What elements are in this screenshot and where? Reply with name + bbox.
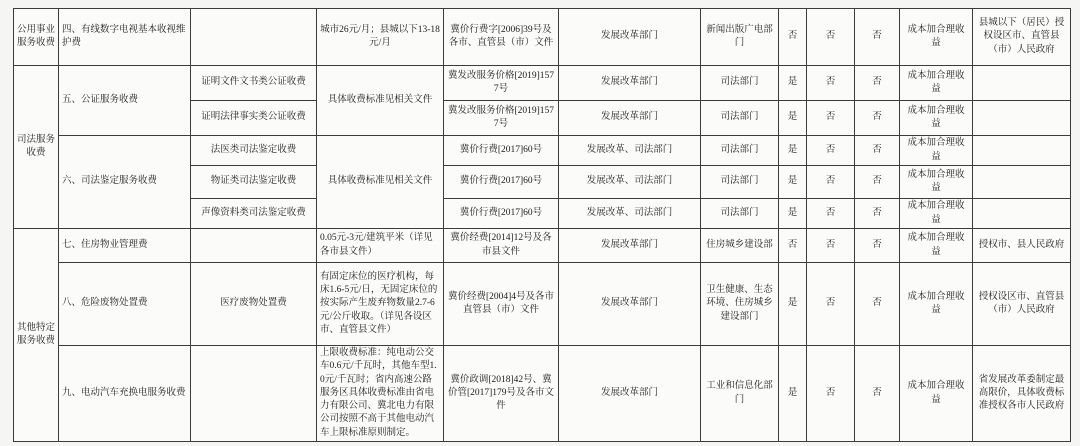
cell-flag1: 是 [779, 101, 807, 136]
cell-approval-dept: 发展改革、司法部门 [559, 199, 701, 229]
cell-document: 冀发改服务价格[2019]1577号 [444, 101, 559, 136]
cell-industry-dept: 卫生健康、生态环境、住房城乡建设部门 [701, 263, 779, 346]
cell-approval-dept: 发展改革部门 [559, 9, 701, 66]
cell-flag3: 否 [855, 229, 900, 263]
cell-authorization: 授权设区市、直管县（市）人民政府 [973, 263, 1071, 346]
cell-flag1: 是 [779, 66, 807, 101]
cell-document: 冀价经费[2004]4号及各市直管县（市）文件 [444, 263, 559, 346]
cell-document: 冀价行费[2017]60号 [444, 199, 559, 229]
cell-item: 八、危险废物处置费 [59, 263, 191, 346]
cell-flag1: 是 [779, 199, 807, 229]
cell-document: 冀发改服务价格[2019]1577号 [444, 66, 559, 101]
cell-document: 冀价政调[2018]42号、冀价管[2017]179号及各市文件 [444, 346, 559, 442]
cell-flag2: 否 [807, 66, 855, 101]
cell-subitem: 医疗废物处置费 [191, 263, 317, 346]
cell-industry-dept: 司法部门 [701, 136, 779, 166]
cell-pricing-method: 成本加合理收益 [900, 263, 973, 346]
cell-industry-dept: 司法部门 [701, 66, 779, 101]
cell-flag3: 否 [855, 136, 900, 166]
cell-approval-dept: 发展改革部门 [559, 229, 701, 263]
cell-authorization: 省发展改革委制定最高限价，具体收费标准授权各市人民政府 [973, 346, 1071, 442]
cell-standard: 0.05元-3元/建筑平米（详见各市县文件） [317, 229, 444, 263]
cell-industry-dept: 住房城乡建设部 [701, 229, 779, 263]
cell-flag2: 否 [807, 166, 855, 199]
cell-subitem: 证明文件文书类公证收费 [191, 66, 317, 101]
cell-subitem: 法医类司法鉴定收费 [191, 136, 317, 166]
cell-flag3: 否 [855, 9, 900, 66]
cell-flag2: 否 [807, 9, 855, 66]
cell-pricing-method: 成本加合理收益 [900, 166, 973, 199]
cell-flag3: 否 [855, 66, 900, 101]
cell-pricing-method: 成本加合理收益 [900, 229, 973, 263]
cell-pricing-method: 成本加合理收益 [900, 346, 973, 442]
cell-document: 冀价行费[2017]60号 [444, 166, 559, 199]
cell-category: 司法服务收费 [14, 66, 59, 229]
cell-industry-dept: 司法部门 [701, 101, 779, 136]
cell-item: 七、住房物业管理费 [59, 229, 191, 263]
cell-pricing-method: 成本加合理收益 [900, 136, 973, 166]
cell-standard: 具体收费标准见相关文件 [317, 136, 444, 229]
cell-pricing-method: 成本加合理收益 [900, 9, 973, 66]
cell-standard: 城市26元/月；县城以下13-18元/月 [317, 9, 444, 66]
cell-approval-dept: 发展改革部门 [559, 101, 701, 136]
cell-industry-dept: 司法部门 [701, 166, 779, 199]
cell-flag3: 否 [855, 166, 900, 199]
cell-subitem [191, 346, 317, 442]
cell-subitem: 声像资料类司法鉴定收费 [191, 199, 317, 229]
cell-flag1: 否 [779, 229, 807, 263]
cell-authorization [973, 199, 1071, 229]
cell-industry-dept: 新闻出版广电部门 [701, 9, 779, 66]
cell-flag1: 是 [779, 346, 807, 442]
fee-schedule-table [13, 8, 1071, 442]
cell-item: 四、有线数字电视基本收视维护费 [59, 9, 191, 66]
cell-pricing-method: 成本加合理收益 [900, 66, 973, 101]
cell-authorization: 授权市、县人民政府 [973, 229, 1071, 263]
cell-industry-dept: 工业和信息化部门 [701, 346, 779, 442]
cell-item: 六、司法鉴定服务收费 [59, 136, 191, 229]
cell-flag2: 否 [807, 346, 855, 442]
cell-standard: 具体收费标准见相关文件 [317, 66, 444, 136]
cell-authorization [973, 136, 1071, 166]
cell-authorization [973, 66, 1071, 101]
cell-category: 公用事业服务收费 [14, 9, 59, 66]
cell-approval-dept: 发展改革、司法部门 [559, 136, 701, 166]
cell-flag2: 否 [807, 136, 855, 166]
table-row [14, 9, 1071, 66]
cell-approval-dept: 发展改革部门 [559, 66, 701, 101]
cell-authorization [973, 101, 1071, 136]
cell-approval-dept: 发展改革、司法部门 [559, 166, 701, 199]
cell-flag1: 是 [779, 263, 807, 346]
cell-flag2: 否 [807, 229, 855, 263]
cell-standard: 上限收费标准：纯电动公交车0.6元/千瓦时，其他车型1.0元/千瓦时；省内高速公路服务区具体收费标准由省电力有限公司、冀北电力有限公司按照不高于其他电动汽车上限标准原则制定。 [317, 346, 444, 442]
cell-document: 冀价行费字[2006]39号及各市、直管县（市）文件 [444, 9, 559, 66]
cell-authorization [973, 166, 1071, 199]
cell-standard: 有固定床位的医疗机构，每床1.6-5元/日，无固定床位的按实际产生废弃物数量2.7-6元/公斤收取。（详见各设区市、直管县文件） [317, 263, 444, 346]
cell-flag3: 否 [855, 101, 900, 136]
cell-subitem [191, 229, 317, 263]
table-row [14, 229, 1071, 263]
cell-industry-dept: 司法部门 [701, 199, 779, 229]
cell-flag1: 是 [779, 136, 807, 166]
cell-item: 九、电动汽车充换电服务收费 [59, 346, 191, 442]
cell-document: 冀价行费[2017]60号 [444, 136, 559, 166]
cell-document: 冀价经费[2014]12号及各市县文件 [444, 229, 559, 263]
cell-flag3: 否 [855, 346, 900, 442]
cell-flag2: 否 [807, 101, 855, 136]
cell-flag3: 否 [855, 263, 900, 346]
cell-subitem [191, 9, 317, 66]
cell-item: 五、公证服务收费 [59, 66, 191, 136]
cell-pricing-method: 成本加合理收益 [900, 199, 973, 229]
table-row [14, 66, 1071, 101]
cell-flag1: 否 [779, 9, 807, 66]
cell-authorization: 县城以下（居民）授权设区市、直管县（市）人民政府 [973, 9, 1071, 66]
cell-flag2: 否 [807, 199, 855, 229]
cell-approval-dept: 发展改革部门 [559, 263, 701, 346]
table-row [14, 136, 1071, 166]
cell-approval-dept: 发展改革部门 [559, 346, 701, 442]
cell-subitem: 证明法律事实类公证收费 [191, 101, 317, 136]
cell-subitem: 物证类司法鉴定收费 [191, 166, 317, 199]
cell-flag3: 否 [855, 199, 900, 229]
cell-flag1: 是 [779, 166, 807, 199]
cell-flag2: 否 [807, 263, 855, 346]
cell-category: 其他特定服务收费 [14, 229, 59, 442]
table-row [14, 346, 1071, 442]
table-row [14, 263, 1071, 346]
cell-pricing-method: 成本加合理收益 [900, 101, 973, 136]
